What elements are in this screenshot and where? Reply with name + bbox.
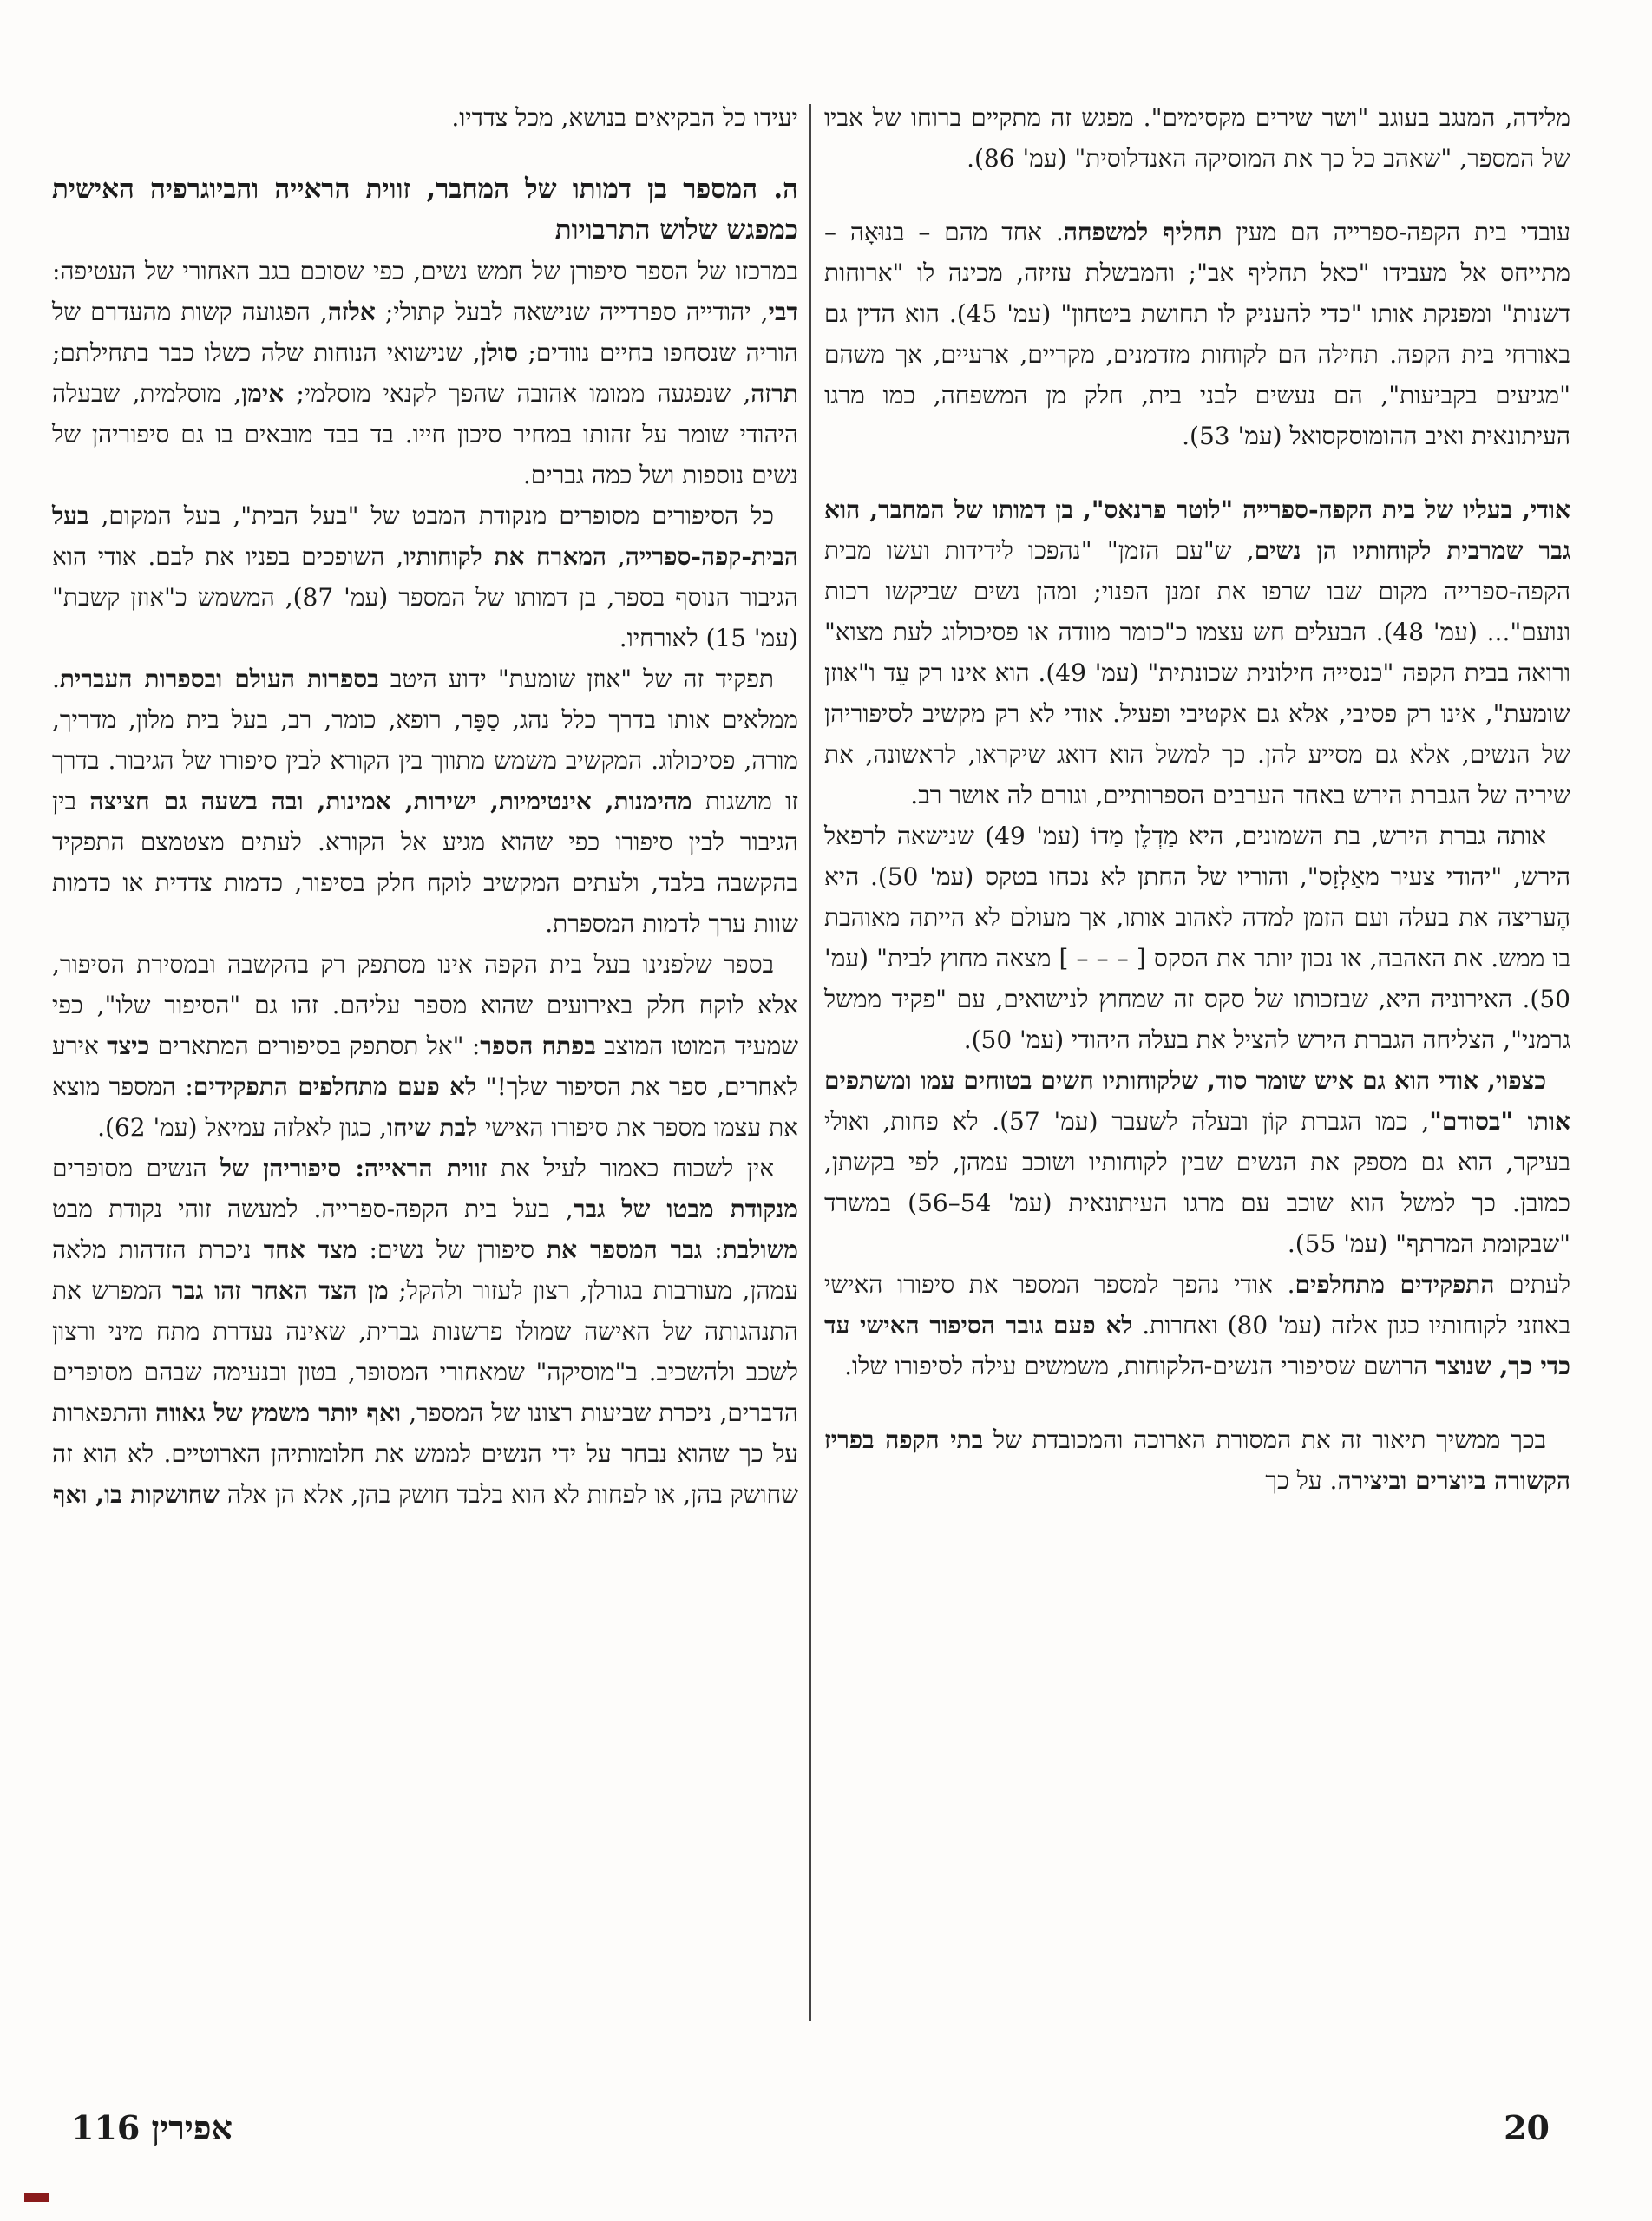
body-paragraph: לעתים התפקידים מתחלפים. אודי נהפך למספר המספר את סיפורו האישי באוזני לקוחותיו כגון אלזה (עמ' 80) ואחרות. לא פעם גובר הסיפור האישי עד כדי כך, שנוצר הרושם שסיפורי הנשים-הלקוחות, משמשים עילה לסיפורו שלו.: [824, 1270, 1571, 1380]
body-paragraph: בספר שלפנינו בעל בית הקפה אינו מסתפק רק בהקשבה ובמסירת הסיפור, אלא לוקח חלק באירועים שהוא מספר עליהם. זהו גם "הסיפור שלו", כפי שמעיד המוטו המוצב בפתח הספר: "אל תסתפק בסיפורים המתארים כיצד אירע לאחרים, ספר את הסיפור שלך!" לא פעם מתחלפים התפקידים: המספר מוצא את עצמו מספר את סיפורו האישי לבת שיחו, כגון לאלזה עמיאל (עמ' 62).: [52, 950, 798, 1142]
section-heading: ה. המספר בן דמותו של המחבר, זווית הראייה והביוגרפיה האישית כמפגש שלוש התרבויות: [52, 174, 798, 246]
body-paragraph: יעידו כל הבקיאים בנושא, מכל צדדיו.: [451, 103, 798, 132]
page-number-right: 20: [1504, 2108, 1550, 2147]
body-paragraph: כצפוי, אודי הוא גם איש שומר סוד, שלקוחותיו חשים בטוחים עמו ומשתפים אותו "בסודם", כמו הגברת קוֹן ובעלה לשעבר (עמ' 57). לא פחות, ואולי בעיקר, הוא גם מספק את הנשים שבין לקוחותיו ושוכב עמהן, לפי בקשתן, כמובן. כך למשל הוא שוכב עם מרגו העיתונאית (עמ' 54–56) במשרד "שבקומת המרתף" (עמ' 55).: [824, 1066, 1570, 1258]
body-paragraph: כל הסיפורים מסופרים מנקודת המבט של "בעל הבית", בעל המקום, בעל הבית-קפה-ספרייה, המארח את לקוחותיו, השופכים בפניו את לבם. אודי הוא הגיבור הנוסף בספר, בן דמותו של המספר (עמ' 87), המשמש כ"אוזן קשבת" (עמ' 15) לאורחיו.: [52, 501, 799, 652]
body-paragraph: במרכזו של הספר סיפורן של חמש נשים, כפי שסוכם בגב האחורי של העטיפה: דבי, יהודייה ספרדייה שנישאה לבעל קתולי; אלזה, הפגועה קשות מהעדרם של הוריה שנסחפו בחיים נוודים; סולן, שנישואי הנוחות שלה כשלו כבר בתחילתם; תרזה, שנפגעה ממומו אהובה שהפך לקנאי מוסלמי; אימן, מוסלמית, שבעלה היהודי שומר על זהותו במחיר סיכון חייו. בד בבד מובאים בו גם סיפוריהן של נשים נוספות ושל כמה גברים.: [52, 257, 798, 489]
body-paragraph: אותה גברת הירש, בת השמונים, היא מַדְלֶן מַדוֹ (עמ' 49) שנישאה לרפאל הירש, "יהודי צעיר מאַלְזָס", והוריו של החתן לא נכחו בטקס (עמ' 50). היא הֶעריצה את בעלה ועם הזמן למדה לאהוב אותו, אך מעולם לא הייתה מאוהבת בו ממש. את האהבה, או נכון יותר את הסקס [ – – – ] מצאה מחוץ לבית" (עמ' 50). האירוניה היא, שבזכותו של סקס זה שמחוץ לנישואים, עם "פקיד ממשל גרמני", הצליחה הגברת הירש להציל את בעלה היהודי (עמ' 50).: [824, 822, 1570, 1054]
page-number-left: אפירין 116: [71, 2108, 233, 2147]
body-paragraph: אודי, בעליו של בית הקפה-ספרייה "לוטר פרנאס", בן דמותו של המחבר, הוא גבר שמרבית לקוחותיו הן נשים, ש"עם הזמן" "נהפכו לידידות ועשו מבית הקפה-ספרייה מקום שבו שרפו את זמנן הפנוי; ומהן נשים שביקשו רכות ונועם"... (עמ' 48). הבעלים חש עצמו כ"כומר מוודה או פסיכולוג לעת מצוא" ורואה בבית הקפה "כנסייה חילונית שכונתית" (עמ' 49). הוא אינו רק עֵד ו"אוזן שומעת", אינו רק פסיבי, אלא גם אקטיבי ופעיל. אודי לא רק מקשיב לסיפוריהן של הנשים, אלא גם מסייע להן. כך למשל הוא דואג שיקראו, לראשונה, את שיריה של הגברת הירש באחד הערבים הספרותיים, וגורם לה אושר רב.: [824, 495, 1571, 809]
body-paragraph: מלידה, המנגב בעוגב "ושר שירים מקסימים". מפגש זה מתקיים ברוחו של אביו של המספר, "שאהב כל כך את המוסיקה האנדלוסית" (עמ' 86).: [824, 103, 1570, 173]
corner-mark: [24, 2193, 49, 2202]
body-paragraph: בכך ממשיך תיאור זה את המסורת הארוכה והמכובדת של בתי הקפה בפריז הקשורה ביוצרים וביצירה. על כך: [824, 1425, 1570, 1495]
body-paragraph: תפקיד זה של "אוזן שומעת" ידוע היטב בספרות העולם ובספרות העברית. ממלאים אותו בדרך כלל נהג, סַפָּר, רופא, כומר, רב, בעל בית מלון, מדריך, מורה, פסיכולוג. המקשיב משמש מתווך בין הקורא לבין סיפורו של הגיבור. בדרך זו מושגות מהימנות, אינטימיות, ישירות, אמינות, ובה בשעה גם חציצה בין הגיבור לבין סיפורו כפי שהוא מגיע אל הקורא. לעתים מצטמצם התפקיד בהקשבה בלבד, ולעתים המקשיב לוקח חלק בסיפור, כדמות צדדית או כדמות שוות ערך לדמות המספרת.: [52, 665, 799, 938]
body-paragraph: עובדי בית הקפה-ספרייה הם מעין תחליף למשפחה. אחד מהם – בנוּאָה – מתייחס אל מעבידו "כאל תחליף אב"; והמבשלת עזיזה, מכינה לו "ארוחות דשנות" ומפנקת אותו "כדי להעניק לו תחושת ביטחון" (עמ' 45). הוא הדין גם באורחי בית הקפה. תחילה הם לקוחות מזדמנים, מקריים, ארעיים, אך משהם "מגיעים בקביעות", הם נעשים לבני בית, חלק מן המשפחה, כמו מרגו העיתונאית ואיב ההומוסקסואל (עמ' 53).: [824, 218, 1571, 450]
column-divider: [809, 104, 811, 2021]
right-text-column: [824, 97, 1570, 1501]
left-text-column: [52, 97, 798, 1515]
body-paragraph: אין לשכוח כאמור לעיל את זווית הראייה: סיפוריהן של הנשים מסופרים מנקודת מבטו של גבר, בעל בית הקפה-ספרייה. למעשה זוהי נקודת מבט משולבת: גבר המספר את סיפורן של נשים: מצד אחד ניכרת הזדהות מלאה עמהן, מעורבות בגורלן, רצון לעזור ולהקל; מן הצד האחר זהו גבר המפרש את התנהגותה של האישה שמולו פרשנות גברית, שאינה נעדרת מתח מיני ורצון לשכב ולהשכיב. ב"מוסיקה" שמאחורי המסופר, בטון ובנעימה שבהם מסופרים הדברים, ניכרת שביעות רצונו של המספר, ואף יותר משמץ של גאווה והתפארות על כך שהוא נבחר על ידי הנשים לממש את חלומותיהן הארוטיים. לא הוא זה שחושק בהן, או לפחות לא הוא בלבד חושק בהן, אלא הן אלה שחושקות בו, ואף: [52, 1154, 799, 1509]
